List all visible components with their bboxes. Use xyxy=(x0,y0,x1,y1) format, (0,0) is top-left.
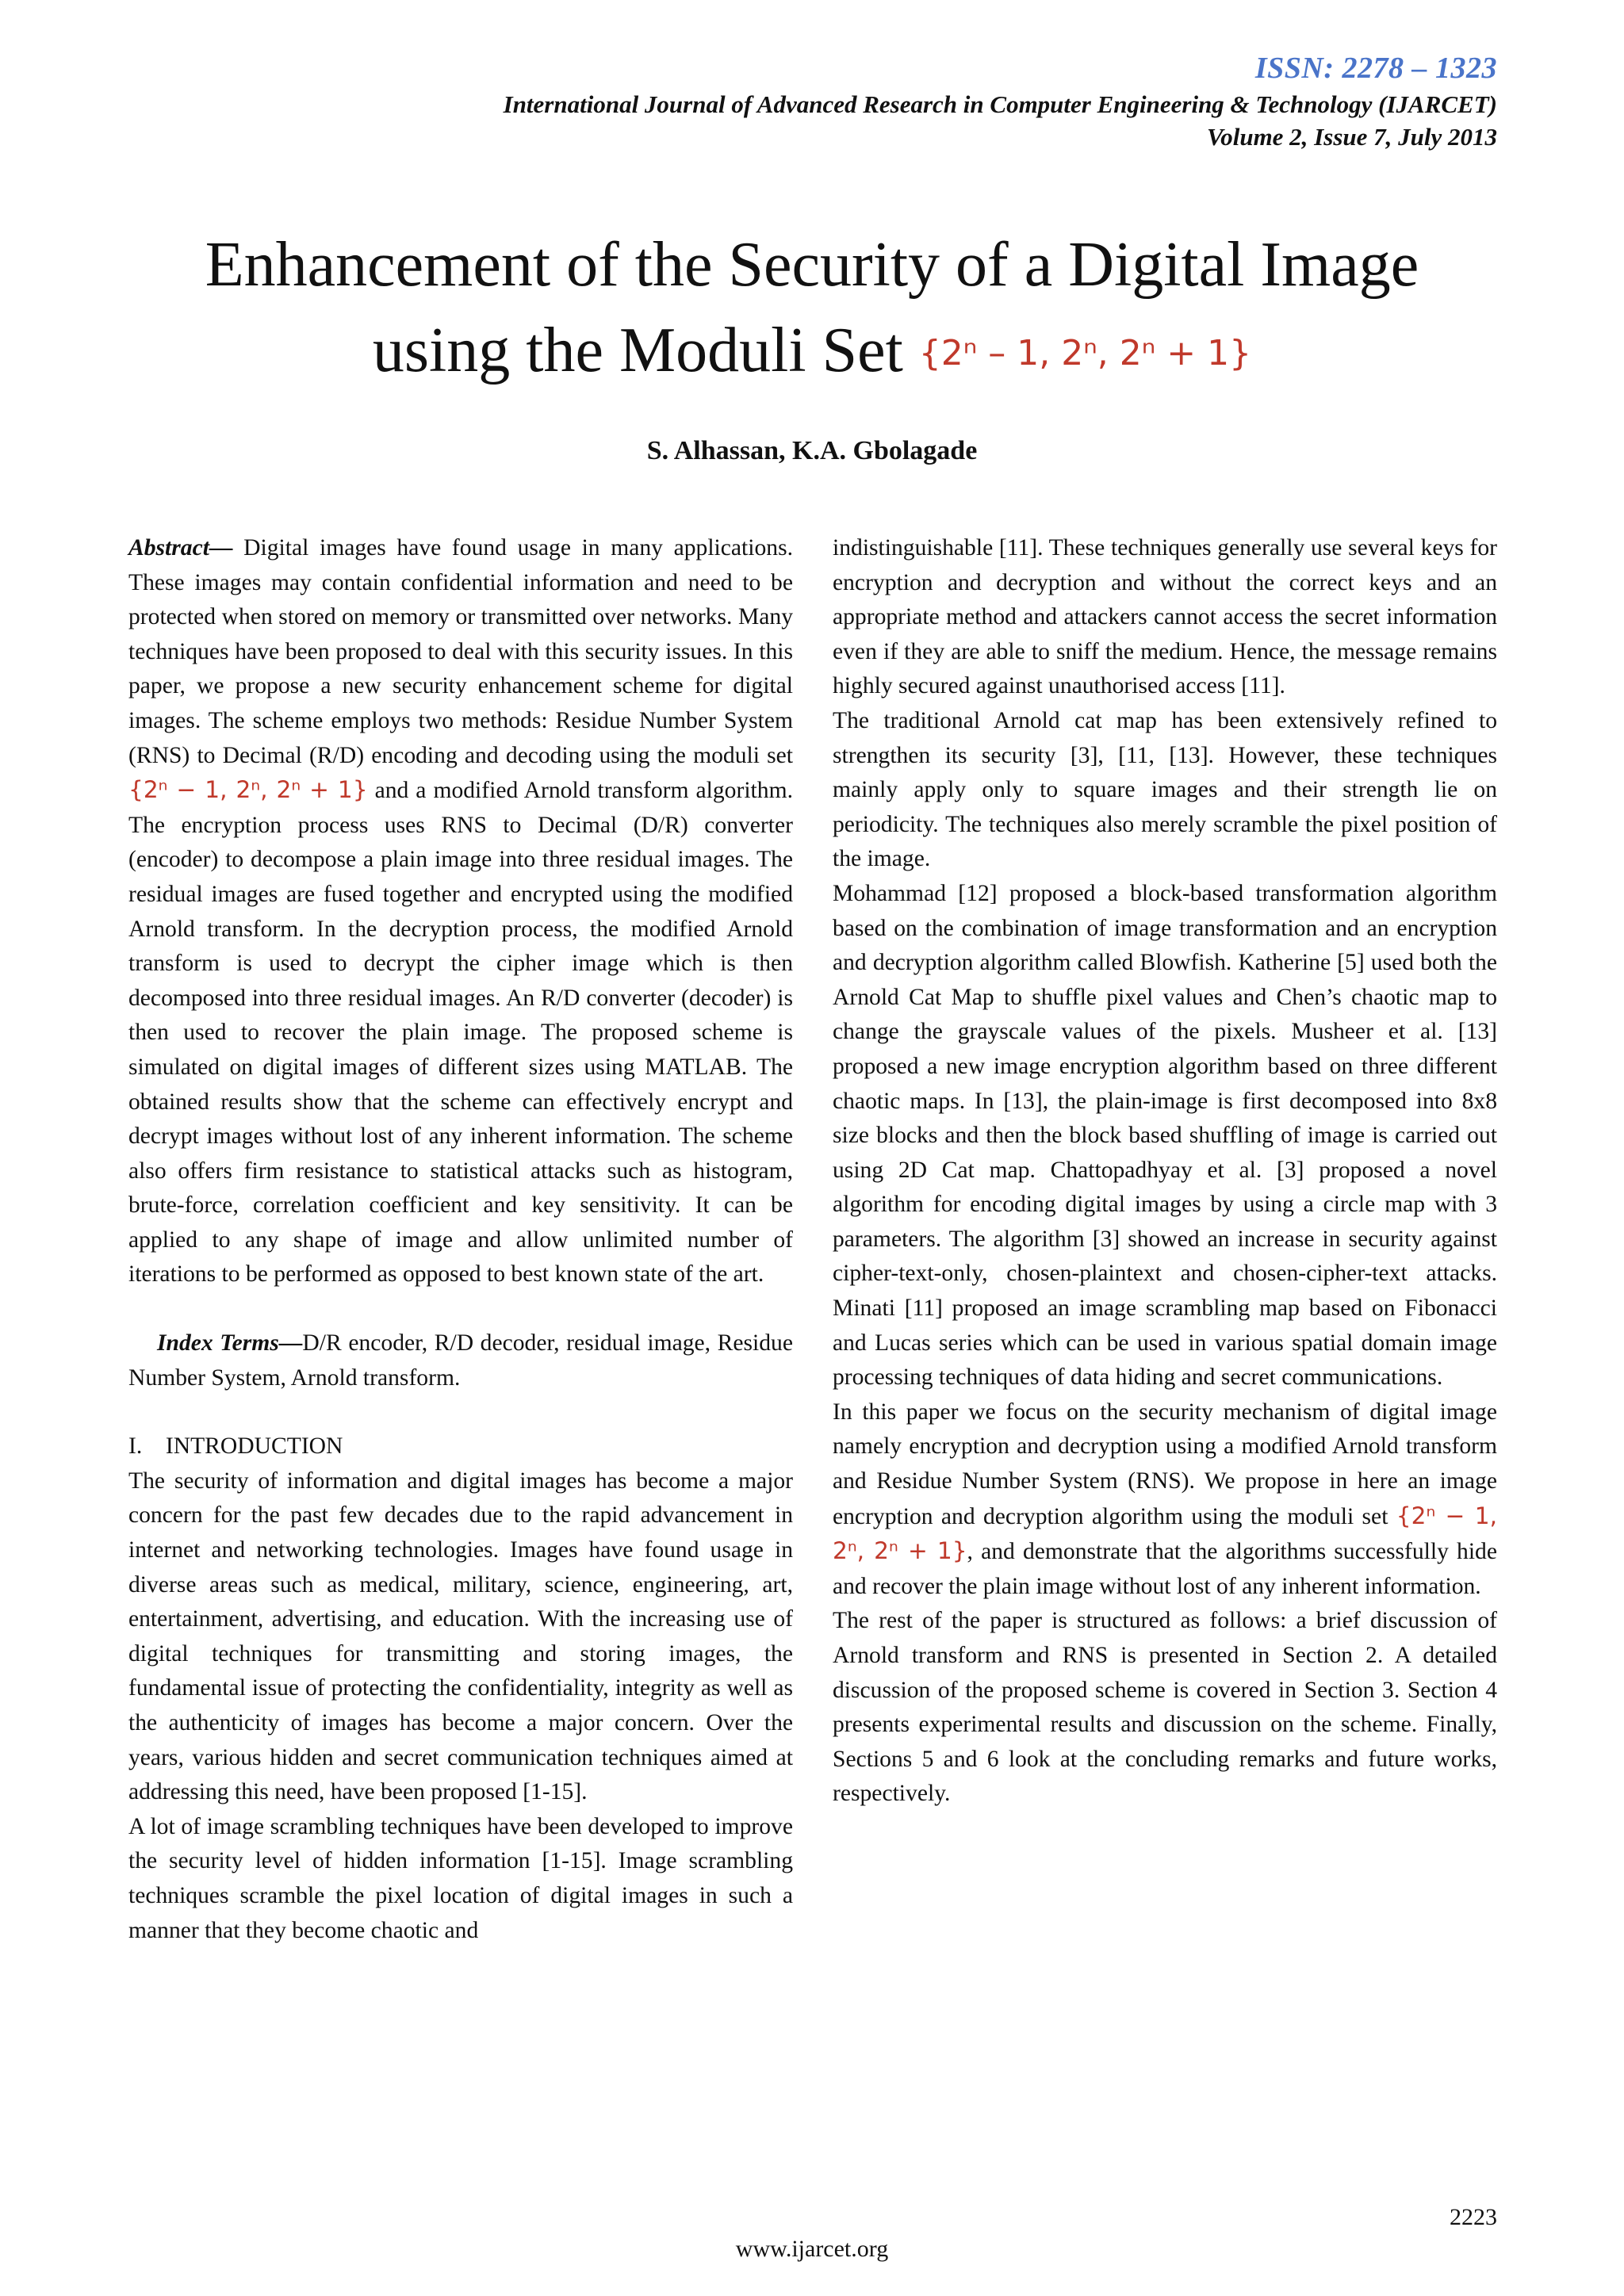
index-terms-text: D/R encoder, R/D decoder, residual image, Residue Number System, Arnold transform. xyxy=(128,1330,793,1391)
title-line-1: Enhancement of the Security of a Digital Image xyxy=(205,230,1419,300)
abstract-text-2: and a modified Arnold transform algorithm. The encryption process uses RNS to Decimal (D/R) converter (encoder) to decompose a plain image into three residual images. The residual images are fused together and encrypted using the modified Arnold transform. In the decryption process, the modified Arnold transform is used to decrypt the cipher image which is then decomposed into three residual images. An R/D converter (decoder) is then used to recover the plain image. The proposed scheme is simulated on digital images of different sizes using MATLAB. The obtained results show that the scheme can effectively encrypt and decrypt images without lost of any inherent information. The scheme also offers firm resistance to statistical attacks such as histogram, brute-force, correlation coefficient and key sensitivity. It can be applied to any shape of image and allow unlimited number of iterations to be performed as opposed to best known state of the art. xyxy=(128,778,793,1288)
paper-title xyxy=(0,222,1624,396)
right-p4-text-1: In this paper we focus on the security mechanism of digital image namely encryption and decryption using a modified Arnold transform and Residue Number System (RNS). We propose in here an image encryption and decryption algorithm using the moduli set xyxy=(833,1399,1497,1529)
right-p4-text-2: , and demonstrate that the algorithms successfully hide and recover the plain image without lost of any inherent information. xyxy=(833,1539,1497,1599)
index-terms-label: Index Terms— xyxy=(157,1330,303,1357)
right-p4-moduli-formula: {2ⁿ − 1, 2ⁿ, 2ⁿ + 1} xyxy=(833,1502,1497,1565)
abstract-text-1: Digital images have found usage in many applications. These images may contain confidential information and need to be protected when stored on memory or transmitted over networks. Many techniques have been proposed to deal with this security issues. In this paper, we propose a new security enhancement scheme for digital images. The scheme employs two methods: Residue Number System (RNS) to Decimal (R/D) encoding and decoding using the moduli set xyxy=(128,535,793,768)
footer-url: www.ijarcet.org xyxy=(735,2236,889,2262)
right-paragraph-1: indistinguishable [11]. These techniques generally use several keys for encryption and decryption and without the correct keys and an appropriate method and attackers cannot access the secret information even if they are able to sniff the medium. Hence, the message remains highly secured against unauthorised access [11]. xyxy=(833,535,1497,699)
section-heading-introduction: I. INTRODUCTION xyxy=(128,1433,343,1460)
right-column xyxy=(833,531,1497,1812)
title-line-2-text: using the Moduli Set xyxy=(372,316,903,385)
page-number: 2223 xyxy=(1450,2204,1497,2230)
volume-issue: Volume 2, Issue 7, July 2013 xyxy=(1206,123,1497,151)
title-line-2 xyxy=(0,308,1624,396)
abstract xyxy=(128,531,793,1292)
title-moduli-formula: {2ⁿ – 1, 2ⁿ, 2ⁿ + 1} xyxy=(918,333,1252,373)
journal-name: International Journal of Advanced Research in Computer Engineering & Technology (IJARCET) xyxy=(503,90,1497,118)
right-paragraph-5: The rest of the paper is structured as follows: a brief discussion of Arnold transform and RNS is presented in Section 2. A detailed discussion of the proposed scheme is covered in Section 3. Section 4 presents experimental results and discussion on the scheme. Finally, Sections 5 and 6 look at the concluding remarks and future works, respectively. xyxy=(833,1608,1497,1807)
issn-header: ISSN: 2278 – 1323 xyxy=(1254,52,1497,85)
left-column xyxy=(128,531,793,1948)
abstract-label: Abstract— xyxy=(128,535,233,561)
intro-paragraph-2: A lot of image scrambling techniques have been developed to improve the security level of hidden information [1-15]. Image scrambling techniques scramble the pixel location of digital images in such a manner that they become chaotic and xyxy=(128,1813,793,1943)
authors: S. Alhassan, K.A. Gbolagade xyxy=(646,436,978,465)
intro-paragraph-1: The security of information and digital images has become a major concern for the past few decades due to the rapid advancement in internet and networking technologies. Images have found usage in diverse areas such as medical, military, science, engineering, art, entertainment, advertising, and education. With the increasing use of digital techniques for transmitting and storing images, the fundamental issue of protecting the confidentiality, integrity as well as the authenticity of images has become a major concern. Over the years, various hidden and secret communication techniques aimed at addressing this need, have been proposed [1-15]. xyxy=(128,1468,793,1805)
right-paragraph-4 xyxy=(833,1395,1497,1605)
right-paragraph-2: The traditional Arnold cat map has been extensively refined to strengthen its security [3], [11, [13]. However, these techniques mainly apply only to square images and their strength lie on periodicity. The techniques also merely scramble the pixel position of the image. xyxy=(833,707,1497,872)
right-paragraph-3: Mohammad [12] proposed a block-based transformation algorithm based on the combination of image transformation and an encryption and decryption algorithm called Blowfish. Katherine [5] used both the Arnold Cat Map to shuffle pixel values and Chen’s chaotic map to change the grayscale values of the pixels. Musheer et al. [13] proposed a new image encryption algorithm based on three different chaotic maps. In [13], the plain-image is first decomposed into 8x8 size blocks and then the block based shuffling of image is carried out using 2D Cat map. Chattopadhyay et al. [3] proposed a novel algorithm for encoding digital images by using a circle map with 3 parameters. The algorithm [3] showed an increase in security against cipher-text-only, chosen-plaintext and chosen-cipher-text attacks. Minati [11] proposed an image scrambling map based on Fibonacci and Lucas series which can be used in various spatial domain image processing techniques of data hiding and secret communications. xyxy=(833,880,1497,1391)
abstract-moduli-formula: {2ⁿ − 1, 2ⁿ, 2ⁿ + 1} xyxy=(128,776,368,804)
index-terms xyxy=(128,1326,793,1395)
